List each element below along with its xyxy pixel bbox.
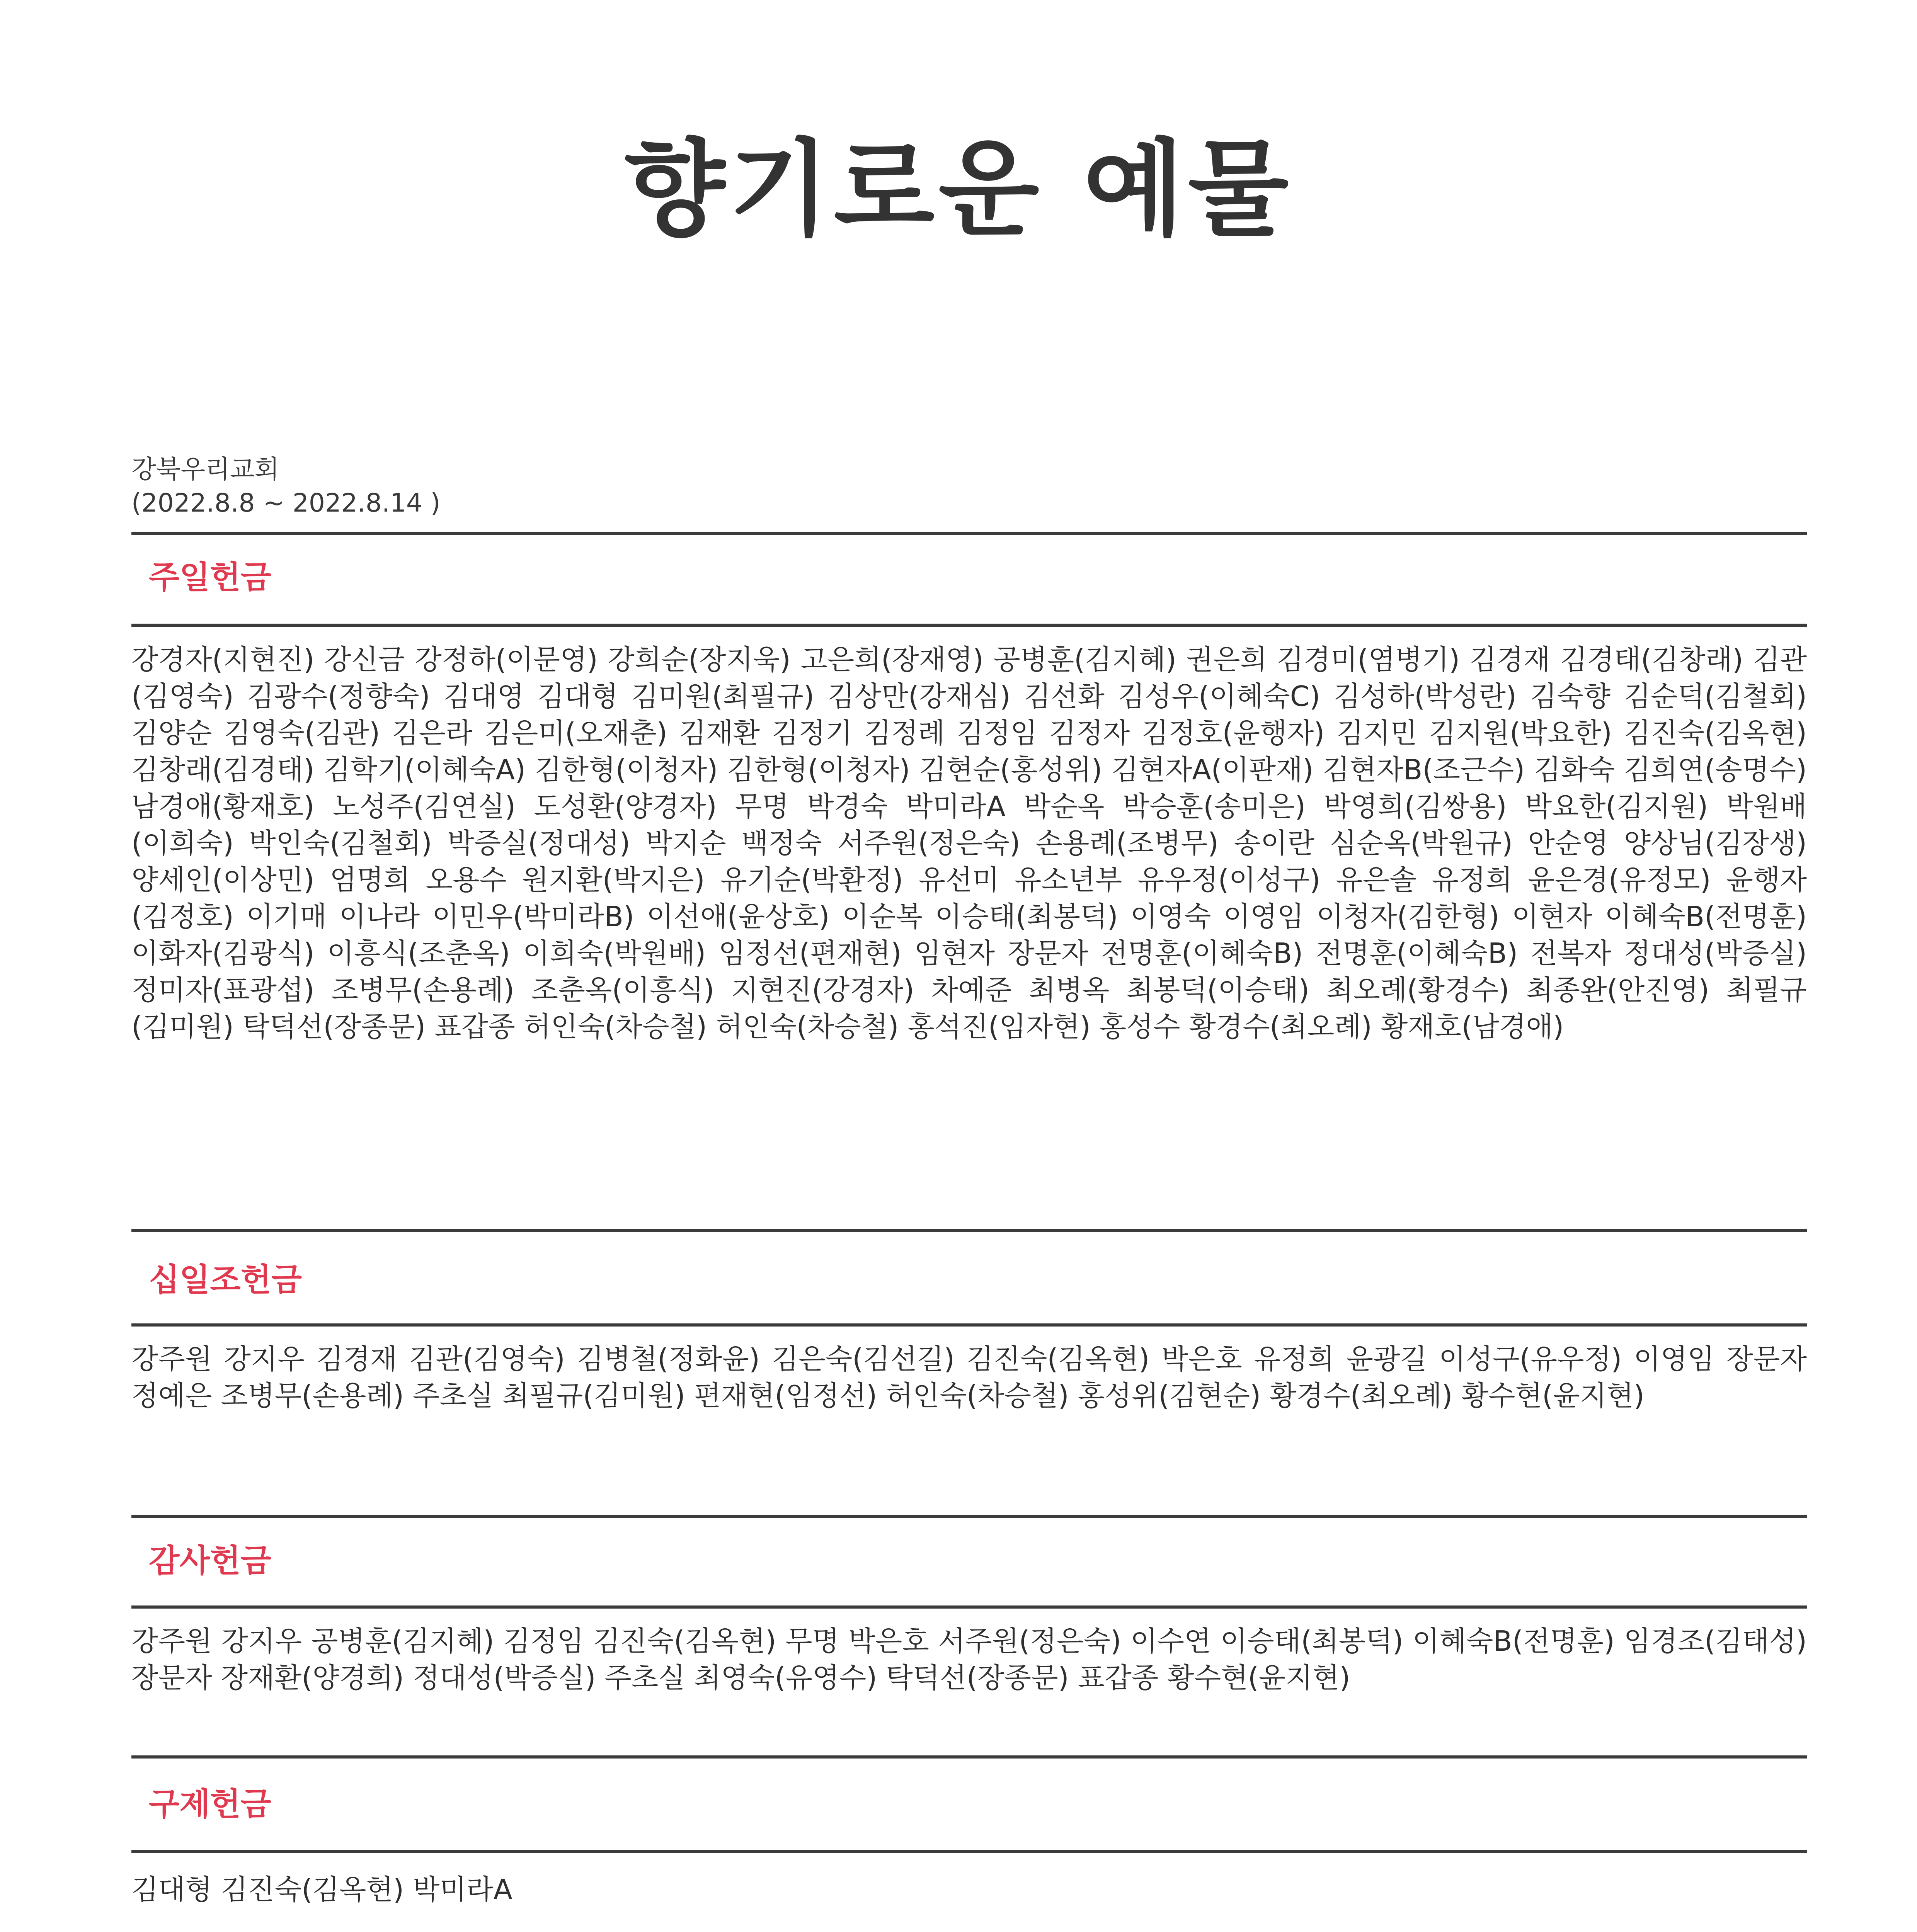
page-title: 향기로운 예물 — [624, 128, 1293, 250]
section-names-tithe: 강주원 강지우 김경재 김관(김영숙) 김병철(정화윤) 김은숙(김선길) 김진숙(김옥현) 박은호 유정희 윤광길 이성구(유우정) 이영임 장문자 정예은 조병무(손용례) 주초실 최필규(김미원) 편재현(임정선) 허인숙(차승철) 홍성위(김현순) 황경수(최오례) 황수현(윤지현) — [131, 1343, 1807, 1412]
section-divider-bottom — [131, 1605, 1807, 1609]
section-names-thanksgiving: 강주원 강지우 공병훈(김지혜) 김정임 김진숙(김옥현) 무명 박은호 서주원(정은숙) 이수연 이승태(최봉덕) 이혜숙B(전명훈) 임경조(김태성) 장문자 장재환(양경희) 정대성(박증실) 주초실 최영숙(유영수) 탁덕선(장종문) 표갑종 황수현(윤지현) — [131, 1625, 1807, 1694]
section-heading-thanksgiving: 감사헌금 — [149, 1543, 271, 1579]
section-divider-bottom — [131, 1323, 1807, 1327]
section-names-sunday: 강경자(지현진) 강신금 강정하(이문영) 강희순(장지욱) 고은희(장재영) 공병훈(김지혜) 권은희 김경미(염병기) 김경재 김경태(김창래) 김관(김영숙) 김광수(정향숙) 김대영 김대형 김미원(최필규) 김상만(강재심) 김선화 김성우(이혜숙C) 김성하(박성란) 김숙향 김순덕(김철회) 김양순 김영숙(김관) 김은라 김은미(오재춘) 김재환 김정기 김정례 김정임 김정자 김정호(윤행자) 김지민 김지원(박요한) 김진숙(김옥현) 김창래(김경태) 김학기(이혜숙A) 김한형(이청자) 김한형(이청자) 김현순(홍성위) 김현자A(이판재) 김현자B(조근수) 김화숙 김희연(송명수) 남경애(황재호) 노성주(김연실) 도성환(양경자) 무명 박경숙 박미라A 박순옥 박승훈(송미은) 박영희(김쌍용) 박요한(김지원) 박원배(이희숙) 박인숙(김철회) 박증실(정대성) 박지순 백정숙 서주원(정은숙) 손용례(조병무) 송이란 심순옥(박원규) 안순영 양상님(김장생) 양세인(이상민) 엄명희 오용수 원지환(박지은) 유기순(박환정) 유선미 유소년부 유우정(이성구) 유은솔 유정희 윤은경(유정모) 윤행자(김정호) 이기매 이나라 이민우(박미라B) 이선애(윤상호) 이순복 이승태(최봉덕) 이영숙 이영임 이청자(김한형) 이현자 이혜숙B(전명훈) 이화자(김광식) 이흥식(조춘옥) 이희숙(박원배) 임정선(편재현) 임현자 장문자 전명훈(이혜숙B) 전명훈(이혜숙B) 전복자 정대성(박증실) 정미자(표광섭) 조병무(손용례) 조춘옥(이흥식) 지현진(강경자) 차예준 최병옥 최봉덕(이승태) 최오례(황경수) 최종완(안진영) 최필규(김미원) 탁덕선(장종문) 표갑종 허인숙(차승철) 허인숙(차승철) 홍석진(임자현) 홍성수 황경수(최오례) 황재호(남경애) — [131, 643, 1807, 1043]
section-divider-top — [131, 1515, 1807, 1518]
section-divider-bottom — [131, 1850, 1807, 1853]
date-range: (2022.8.8 ~ 2022.8.14 ) — [131, 488, 441, 518]
section-divider-bottom — [131, 624, 1807, 627]
section-names-relief: 김대형 김진숙(김옥현) 박미라A — [131, 1873, 512, 1906]
section-divider-top — [131, 1755, 1807, 1759]
section-divider-top — [131, 532, 1807, 535]
section-heading-sunday: 주일헌금 — [149, 559, 271, 596]
section-heading-relief: 구제헌금 — [149, 1786, 271, 1823]
section-divider-top — [131, 1229, 1807, 1232]
section-heading-tithe: 십일조헌금 — [149, 1262, 302, 1298]
church-name: 강북우리교회 — [131, 454, 279, 484]
